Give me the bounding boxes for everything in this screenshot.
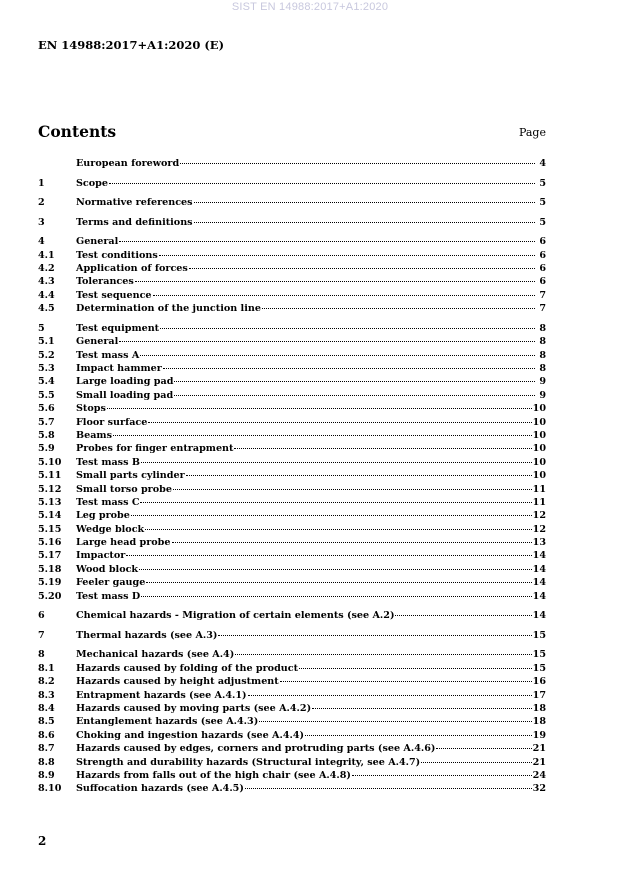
- toc-entry-number: 8.1: [38, 662, 55, 674]
- toc-entry-title[interactable]: Test mass C: [76, 496, 140, 508]
- toc-entry-number: 4: [38, 236, 45, 248]
- toc-entry[interactable]: [38, 523, 546, 536]
- toc-entry-title[interactable]: Test mass B: [76, 456, 140, 468]
- toc-entry-number: 5.10: [38, 456, 62, 468]
- toc-entry[interactable]: [38, 702, 546, 715]
- toc-dot-leader: [148, 422, 531, 423]
- toc-entry-page: 4: [539, 158, 546, 169]
- toc-entry-title[interactable]: Application of forces: [76, 263, 188, 275]
- toc-entry[interactable]: [38, 675, 546, 688]
- toc-entry-title[interactable]: Large head probe: [76, 537, 171, 549]
- toc-entry-title[interactable]: Terms and definitions: [76, 216, 193, 228]
- toc-entry-title[interactable]: Wedge block: [76, 523, 145, 535]
- toc-entry-page: 10: [532, 456, 546, 468]
- toc-entry-title[interactable]: Stops: [76, 403, 106, 415]
- toc-entry-page: 32: [532, 783, 546, 795]
- page-column-label: Page: [518, 126, 546, 139]
- toc-entry-page: 10: [532, 470, 546, 482]
- toc-entry-page: 18: [532, 702, 546, 714]
- toc-entry-number: 4.2: [38, 263, 55, 275]
- toc-dot-leader: [172, 542, 532, 543]
- toc-dot-leader: [259, 721, 531, 722]
- toc-entry[interactable]: [38, 756, 546, 769]
- toc-entry[interactable]: [38, 177, 546, 190]
- toc-entry-number: 4.5: [38, 303, 55, 315]
- toc-entry-page: 10: [532, 443, 546, 455]
- toc-entry-page: 15: [532, 662, 546, 674]
- document-id: EN 14988:2017+A1:2020 (E): [38, 38, 225, 52]
- toc-entry-number: 5: [38, 322, 45, 334]
- toc-entry-title[interactable]: Beams: [76, 429, 112, 441]
- toc-entry-title[interactable]: European foreword: [76, 158, 180, 169]
- toc-dot-leader: [173, 489, 532, 490]
- toc-dot-leader: [153, 295, 535, 296]
- toc-dot-leader: [140, 355, 535, 356]
- toc-entry-title[interactable]: Chemical hazards - Migration of certain elements (see A.2): [76, 610, 395, 622]
- toc-entry[interactable]: [38, 549, 546, 562]
- toc-entry[interactable]: [38, 442, 546, 455]
- toc-entry-page: 14: [532, 577, 546, 589]
- toc-entry-title[interactable]: Impactor: [76, 550, 126, 562]
- toc-entry-number: 5.13: [38, 496, 62, 508]
- toc-entry[interactable]: [38, 362, 546, 375]
- toc-entry-title[interactable]: Test equipment: [76, 322, 160, 334]
- toc-entry[interactable]: [38, 456, 546, 469]
- toc-entry-page: 13: [532, 537, 546, 549]
- toc-entry-title[interactable]: Thermal hazards (see A.3): [76, 629, 218, 641]
- toc-entry-page: 6: [539, 276, 546, 288]
- toc-dot-leader: [305, 735, 532, 736]
- toc-entry-number: 4.3: [38, 276, 55, 288]
- toc-entry-number: 5.7: [38, 416, 55, 428]
- toc-entry-page: 17: [532, 689, 546, 701]
- toc-entry[interactable]: [38, 609, 546, 622]
- toc-entry-page: 6: [539, 249, 546, 261]
- toc-entry-number: 5.14: [38, 510, 62, 522]
- toc-entry-number: 4.1: [38, 249, 55, 261]
- toc-entry-page: 7: [539, 303, 546, 315]
- toc-entry-number: 5.16: [38, 537, 62, 549]
- toc-entry-page: 15: [532, 649, 546, 661]
- watermark-text: SIST EN 14988:2017+A1:2020: [231, 1, 389, 13]
- toc-entry-page: 21: [532, 756, 546, 768]
- toc-entry-title[interactable]: Suffocation hazards (see A.4.5): [76, 783, 244, 795]
- toc-dot-leader: [245, 788, 532, 789]
- toc-entry-page: 16: [532, 676, 546, 688]
- toc-entry-title[interactable]: Hazards caused by height adjustment: [76, 676, 279, 688]
- toc-dot-leader: [131, 515, 532, 516]
- toc-entry-title[interactable]: Small loading pad: [76, 389, 174, 401]
- toc-entry[interactable]: [38, 509, 546, 522]
- toc-entry-page: 5: [539, 177, 546, 189]
- toc-entry-page: 11: [532, 496, 546, 508]
- toc-entry-page: 11: [532, 483, 546, 495]
- toc-entry-page: 7: [539, 289, 546, 301]
- toc-dot-leader: [194, 202, 535, 203]
- toc-entry-number: 5.8: [38, 429, 55, 441]
- toc-entry[interactable]: [38, 262, 546, 275]
- toc-entry-number: 8.4: [38, 702, 55, 714]
- toc-entry-title[interactable]: Hazards caused by edges, corners and protruding parts (see A.4.6): [76, 743, 436, 755]
- toc-entry-title[interactable]: Hazards caused by folding of the product: [76, 662, 299, 674]
- toc-entry-title[interactable]: Normative references: [76, 197, 193, 209]
- toc-entry-page: 14: [532, 563, 546, 575]
- toc-dot-leader: [141, 462, 532, 463]
- toc-entry-title[interactable]: Leg probe: [76, 510, 130, 522]
- toc-entry[interactable]: [38, 429, 546, 442]
- toc-entry[interactable]: [38, 389, 546, 402]
- toc-entry-title[interactable]: Floor surface: [76, 416, 148, 428]
- toc-entry-title[interactable]: Small parts cylinder: [76, 470, 185, 482]
- toc-entry-number: 5.6: [38, 403, 55, 415]
- toc-entry-title[interactable]: Impact hammer: [76, 363, 162, 375]
- toc-dot-leader: [135, 281, 535, 282]
- toc-dot-leader: [186, 475, 532, 476]
- table-of-contents: [38, 157, 546, 796]
- toc-entry[interactable]: [38, 715, 546, 728]
- toc-dot-leader: [109, 183, 535, 184]
- toc-entry-page: 10: [532, 429, 546, 441]
- toc-entry-page: 9: [539, 376, 546, 388]
- toc-entry-title[interactable]: Test mass D: [76, 590, 141, 602]
- toc-entry-number: 5.15: [38, 523, 62, 535]
- toc-entry-title[interactable]: Mechanical hazards (see A.4): [76, 649, 235, 661]
- toc-dot-leader: [218, 635, 531, 636]
- toc-entry-number: 5.17: [38, 550, 62, 562]
- toc-entry[interactable]: [38, 249, 546, 262]
- toc-entry-page: 12: [532, 523, 546, 535]
- toc-entry-page: 12: [532, 510, 546, 522]
- toc-entry-title[interactable]: Feeler gauge: [76, 577, 146, 589]
- toc-entry[interactable]: [38, 576, 546, 589]
- toc-entry[interactable]: [38, 689, 546, 702]
- toc-entry-title[interactable]: Determination of the junction line: [76, 303, 261, 315]
- toc-entry-number: 8.10: [38, 783, 62, 795]
- toc-dot-leader: [235, 654, 531, 655]
- toc-entry-number: 8.2: [38, 676, 55, 688]
- toc-entry-number: 5.3: [38, 363, 55, 375]
- toc-entry[interactable]: [38, 235, 546, 248]
- toc-entry-number: 8.9: [38, 769, 55, 781]
- toc-entry-page: 6: [539, 236, 546, 248]
- toc-entry-page: 10: [532, 416, 546, 428]
- toc-entry[interactable]: [38, 196, 546, 209]
- toc-entry-page: 14: [532, 610, 546, 622]
- toc-entry-number: 6: [38, 610, 45, 622]
- toc-dot-leader: [139, 569, 532, 570]
- toc-dot-leader: [352, 775, 532, 776]
- toc-entry[interactable]: [38, 349, 546, 362]
- toc-entry-title[interactable]: Small torso probe: [76, 483, 172, 495]
- toc-entry-page: 14: [532, 590, 546, 602]
- toc-dot-leader: [180, 163, 535, 164]
- toc-entry-title[interactable]: Scope: [76, 177, 108, 189]
- toc-entry[interactable]: [38, 782, 546, 795]
- toc-dot-leader: [119, 341, 535, 342]
- toc-entry-number: 5.18: [38, 563, 62, 575]
- toc-entry[interactable]: [38, 157, 546, 170]
- toc-entry-number: 8.6: [38, 729, 55, 741]
- toc-entry-number: 8.8: [38, 756, 55, 768]
- toc-entry-title[interactable]: Hazards caused by moving parts (see A.4.2): [76, 702, 312, 714]
- toc-entry-number: 7: [38, 629, 45, 641]
- toc-entry-number: 8.5: [38, 716, 55, 728]
- toc-dot-leader: [174, 395, 535, 396]
- toc-dot-leader: [194, 222, 535, 223]
- toc-entry-title[interactable]: Test mass A: [76, 349, 140, 361]
- toc-entry-title[interactable]: Tolerances: [76, 276, 134, 288]
- toc-dot-leader: [436, 748, 531, 749]
- toc-entry[interactable]: [38, 375, 546, 388]
- toc-entry[interactable]: [38, 536, 546, 549]
- toc-entry-page: 14: [532, 550, 546, 562]
- toc-dot-leader: [312, 708, 532, 709]
- toc-dot-leader: [174, 381, 535, 382]
- toc-entry-title[interactable]: Probes for finger entrapment: [76, 443, 234, 455]
- toc-entry-number: 8.7: [38, 743, 55, 755]
- toc-entry-page: 5: [539, 216, 546, 228]
- toc-entry-page: 18: [532, 716, 546, 728]
- toc-entry-page: 8: [539, 336, 546, 348]
- toc-entry[interactable]: [38, 590, 546, 603]
- toc-entry-number: 5.19: [38, 577, 62, 589]
- toc-dot-leader: [141, 596, 531, 597]
- toc-dot-leader: [234, 448, 531, 449]
- toc-entry-title[interactable]: General: [76, 236, 119, 248]
- toc-entry-number: 1: [38, 177, 45, 189]
- toc-entry-number: 4.4: [38, 289, 55, 301]
- toc-entry-title[interactable]: General: [76, 336, 119, 348]
- toc-entry-page: 5: [539, 197, 546, 209]
- toc-dot-leader: [159, 255, 535, 256]
- toc-dot-leader: [113, 435, 532, 436]
- toc-entry-title[interactable]: Test sequence: [76, 289, 152, 301]
- toc-entry[interactable]: [38, 289, 546, 302]
- toc-entry-page: 15: [532, 629, 546, 641]
- toc-entry-number: 5.12: [38, 483, 62, 495]
- toc-dot-leader: [163, 368, 535, 369]
- toc-dot-leader: [119, 241, 535, 242]
- page-number: 2: [38, 834, 47, 848]
- toc-entry[interactable]: [38, 416, 546, 429]
- toc-entry-title[interactable]: Choking and ingestion hazards (see A.4.4): [76, 729, 305, 741]
- toc-entry[interactable]: [38, 322, 546, 335]
- toc-entry[interactable]: [38, 563, 546, 576]
- toc-entry-page: 19: [532, 729, 546, 741]
- toc-entry[interactable]: [38, 335, 546, 348]
- toc-entry-number: 8.3: [38, 689, 55, 701]
- toc-entry-page: 8: [539, 322, 546, 334]
- toc-entry-number: 8: [38, 649, 45, 661]
- toc-dot-leader: [189, 268, 535, 269]
- toc-dot-leader: [140, 502, 531, 503]
- toc-entry-number: 5.11: [38, 470, 62, 482]
- toc-entry[interactable]: [38, 729, 546, 742]
- toc-dot-leader: [421, 762, 531, 763]
- toc-entry[interactable]: [38, 629, 546, 642]
- toc-entry[interactable]: [38, 742, 546, 755]
- toc-entry-number: 5.5: [38, 389, 55, 401]
- toc-dot-leader: [280, 681, 532, 682]
- toc-entry-page: 24: [532, 769, 546, 781]
- toc-entry-page: 9: [539, 389, 546, 401]
- toc-entry[interactable]: [38, 469, 546, 482]
- toc-entry-number: 3: [38, 216, 45, 228]
- toc-entry-number: 5.20: [38, 590, 62, 602]
- toc-entry[interactable]: [38, 496, 546, 509]
- toc-entry[interactable]: [38, 302, 546, 315]
- toc-entry[interactable]: [38, 275, 546, 288]
- toc-dot-leader: [107, 408, 532, 409]
- toc-entry-page: 8: [539, 349, 546, 361]
- toc-entry-number: 5.2: [38, 349, 55, 361]
- toc-entry-number: 5.4: [38, 376, 55, 388]
- toc-dot-leader: [160, 328, 535, 329]
- toc-entry-number: 5.9: [38, 443, 55, 455]
- toc-dot-leader: [248, 695, 532, 696]
- toc-entry-page: 21: [532, 743, 546, 755]
- toc-dot-leader: [146, 582, 531, 583]
- toc-entry[interactable]: [38, 769, 546, 782]
- toc-entry-title[interactable]: Strength and durability hazards (Structural integrity, see A.4.7): [76, 756, 421, 768]
- toc-entry-page: 6: [539, 263, 546, 275]
- toc-entry-title[interactable]: Wood block: [76, 563, 139, 575]
- toc-entry[interactable]: [38, 216, 546, 229]
- toc-entry[interactable]: [38, 402, 546, 415]
- toc-entry-page: 10: [532, 403, 546, 415]
- toc-entry[interactable]: [38, 662, 546, 675]
- toc-entry-number: 5.1: [38, 336, 55, 348]
- toc-dot-leader: [262, 308, 535, 309]
- toc-entry-title[interactable]: Hazards from falls out of the high chair (see A.4.8): [76, 769, 351, 781]
- toc-dot-leader: [145, 529, 531, 530]
- toc-entry-title[interactable]: Entrapment hazards (see A.4.1): [76, 689, 247, 701]
- toc-entry-title[interactable]: Test conditions: [76, 249, 158, 261]
- toc-dot-leader: [126, 555, 531, 556]
- toc-entry-title[interactable]: Entanglement hazards (see A.4.3): [76, 716, 259, 728]
- toc-entry-page: 8: [539, 363, 546, 375]
- toc-dot-leader: [299, 668, 532, 669]
- toc-entry[interactable]: [38, 648, 546, 661]
- toc-entry[interactable]: [38, 483, 546, 496]
- contents-heading: Contents: [38, 122, 117, 141]
- toc-entry-number: 2: [38, 197, 45, 209]
- toc-entry-title[interactable]: Large loading pad: [76, 376, 174, 388]
- toc-dot-leader: [395, 615, 531, 616]
